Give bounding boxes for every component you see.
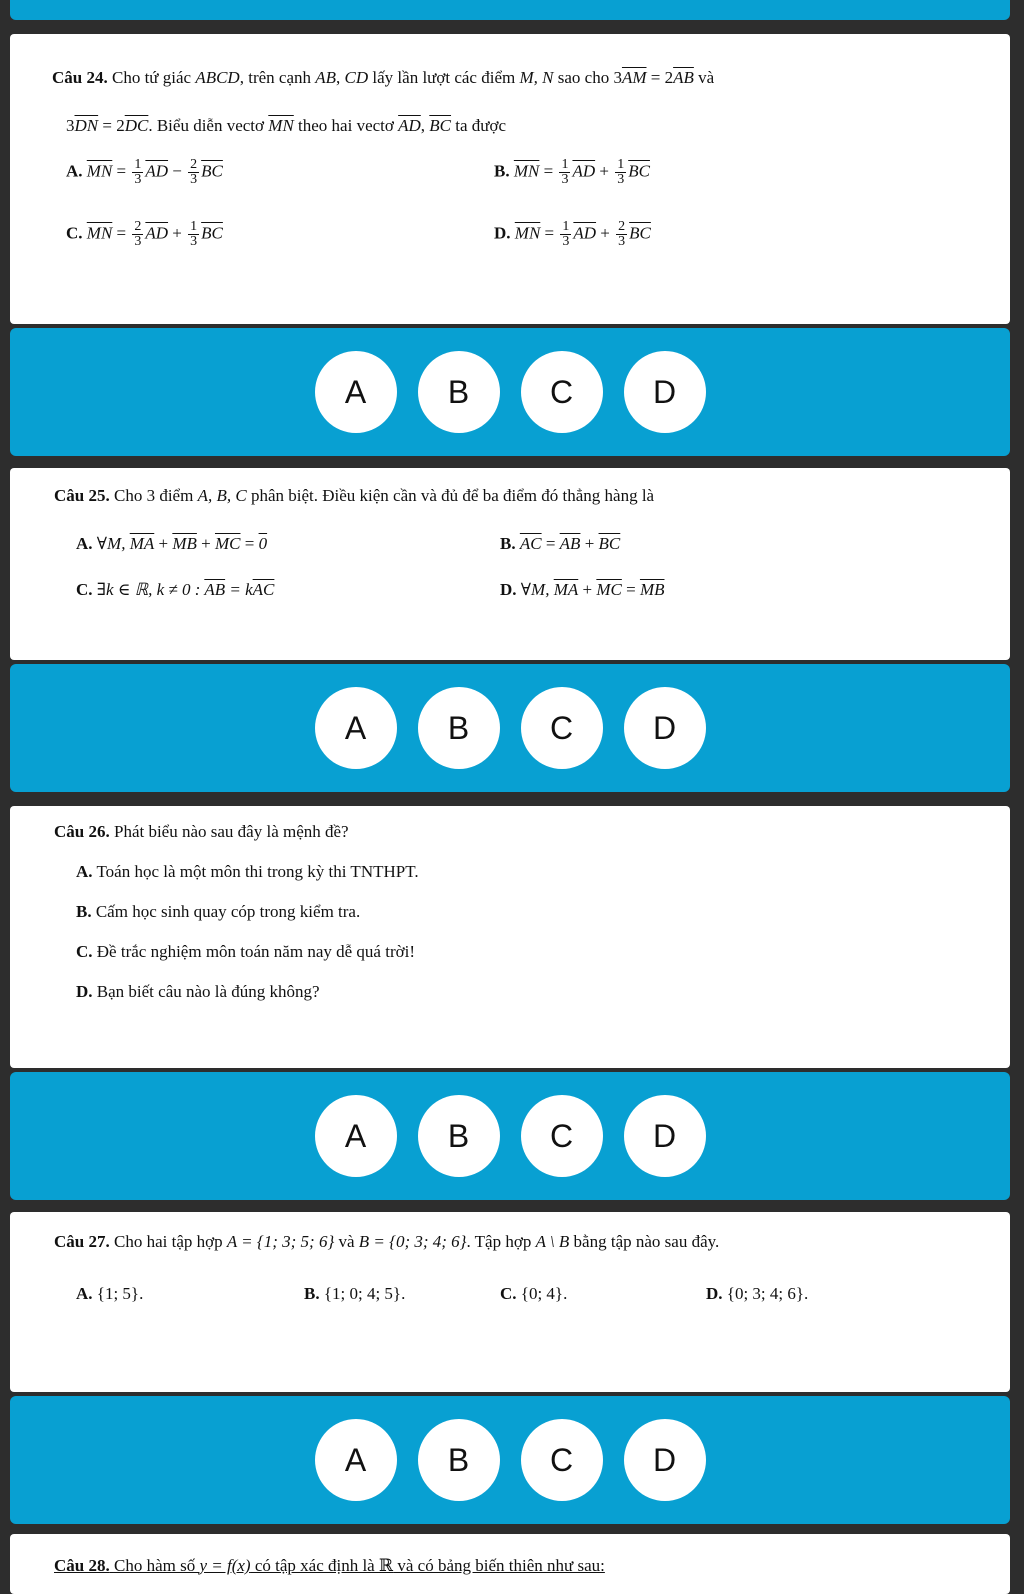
question-27-stem: Câu 27. Cho hai tập hợp A = {1; 3; 5; 6} và B = {0; 3; 4; 6}. Tập hợp A \ B bằng tập nào sau đây. <box>54 1232 720 1251</box>
question-27-card <box>10 1212 1010 1392</box>
option-d: D. {0; 3; 4; 6}. <box>706 1284 809 1303</box>
answer-d-button[interactable]: D <box>624 351 706 433</box>
option-b: B. $\overline{MN}$ = $\frac{1}{3}$ $\overline{AD}$ + $\frac{1}{3}$ $\overline{BC}$ <box>494 157 650 187</box>
option-d: D. ∀M, $\overline{MA} + \overline{MC} = \overline{MB}$ <box>500 580 665 599</box>
question-26-stem: Câu 26. Phát biểu nào sau đây là mệnh đề? <box>54 822 349 841</box>
option-a: A. $\overline{MN}$ = $\frac{1}{3}$ $\overline{AD}$ − $\frac{2}{3}$ $\overline{BC}$ <box>66 157 223 187</box>
option-a: A. ∀M, $\overline{MA} + \overline{MB} + \overline{MC} = 0$ <box>76 534 268 553</box>
option-c: C. {0; 4}. <box>500 1284 568 1303</box>
answer-a-button[interactable]: A <box>315 1419 397 1501</box>
answer-a-button[interactable]: A <box>315 1095 397 1177</box>
option-c: C. Đề trắc nghiệm môn toán năm nay dễ quá trời! <box>76 942 415 961</box>
answer-c-button[interactable]: C <box>521 351 603 433</box>
answer-band-25 <box>10 664 1010 792</box>
answer-d-button[interactable]: D <box>624 1095 706 1177</box>
top-band <box>10 0 1010 20</box>
question-28-stem: Câu 28. Cho hàm số y = f(x) có tập xác định là ℝ và có bảng biến thiên như sau: <box>54 1556 605 1575</box>
option-c: C. $\overline{MN}$ = $\frac{2}{3}$ $\overline{AD}$ + $\frac{1}{3}$ $\overline{BC}$ <box>66 219 223 249</box>
option-b: B. Cấm học sinh quay cóp trong kiểm tra. <box>76 902 361 921</box>
question-26-card <box>10 806 1010 1068</box>
answer-d-button[interactable]: D <box>624 687 706 769</box>
option-a: A. Toán học là một môn thi trong kỳ thi TNTHPT. <box>76 862 419 881</box>
answer-band-26 <box>10 1072 1010 1200</box>
answer-a-button[interactable]: A <box>315 687 397 769</box>
answer-b-button[interactable]: B <box>418 1095 500 1177</box>
question-24-stem: Câu 24. Cho tứ giác ABCD, trên cạnh AB, CD lấy lần lượt các điểm M, N sao cho $3\overline{AM} = 2\overline{AB}$ và <box>52 68 715 87</box>
answer-b-button[interactable]: B <box>418 1419 500 1501</box>
question-25-stem: Câu 25. Cho 3 điểm A, B, C phân biệt. Điều kiện cần và đủ để ba điểm đó thẳng hàng là <box>54 486 655 505</box>
question-label: Câu 24. <box>52 68 108 87</box>
answer-c-button[interactable]: C <box>521 1419 603 1501</box>
answer-d-button[interactable]: D <box>624 1419 706 1501</box>
question-24-stem-line2: $3\overline{DN} = 2\overline{DC}$. Biểu diễn vectơ $\overline{MN}$ theo hai vectơ $\overline{AD}$, $\overline{BC}$ ta được <box>66 116 507 135</box>
option-b: B. $\overline{AC} = \overline{AB} + \overline{BC}$ <box>500 534 621 553</box>
answer-c-button[interactable]: C <box>521 687 603 769</box>
option-d: D. $\overline{MN}$ = $\frac{1}{3}$ $\overline{AD}$ + $\frac{2}{3}$ $\overline{BC}$ <box>494 219 651 249</box>
option-d: D. Bạn biết câu nào là đúng không? <box>76 982 320 1001</box>
answer-a-button[interactable]: A <box>315 351 397 433</box>
question-24-card <box>10 34 1010 324</box>
answer-b-button[interactable]: B <box>418 351 500 433</box>
question-28-card <box>10 1534 1010 1594</box>
answer-band-24 <box>10 328 1010 456</box>
answer-band-27 <box>10 1396 1010 1524</box>
answer-b-button[interactable]: B <box>418 687 500 769</box>
option-c: C. ∃k ∈ ℝ, k ≠ 0 : $\overline{AB} = k\overline{AC}$ <box>76 580 275 599</box>
answer-c-button[interactable]: C <box>521 1095 603 1177</box>
question-25-card <box>10 468 1010 660</box>
option-a: A. {1; 5}. <box>76 1284 144 1303</box>
option-b: B. {1; 0; 4; 5}. <box>304 1284 406 1303</box>
